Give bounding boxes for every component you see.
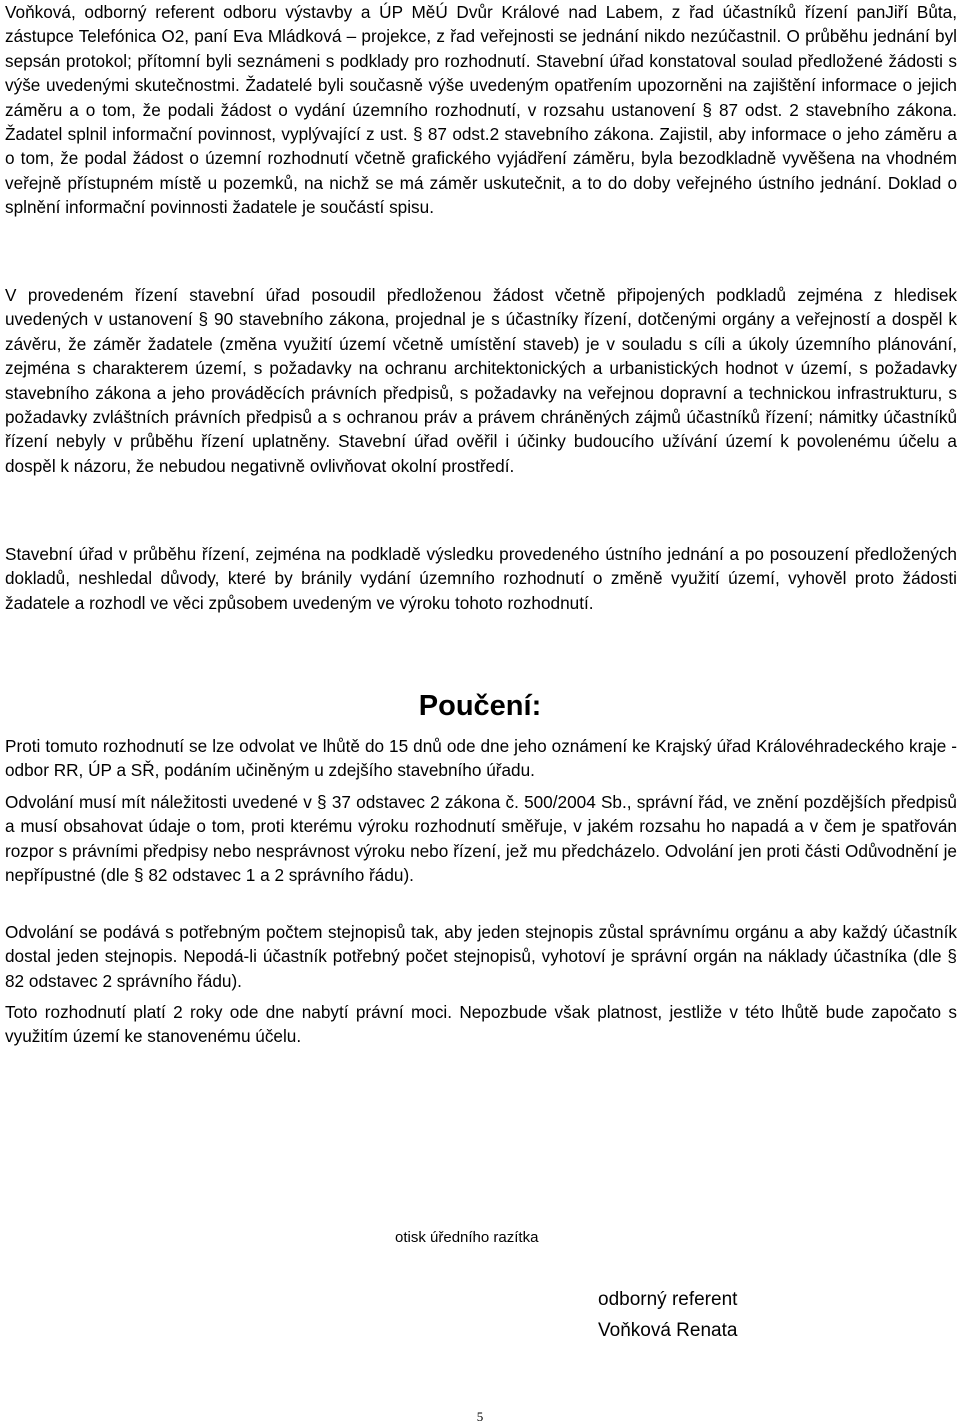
instruction-appeal-deadline: Proti tomuto rozhodnutí se lze odvolat ve lhůtě do 15 dnů ode dne jeho oznámení ke Krajský úřad Královéhradeckého kraje - odbor RR, ÚP a SŘ, podáním učiněným u zdejšího stavebního úřadu. — [5, 736, 957, 781]
instruction-validity: Toto rozhodnutí platí 2 roky ode dne nabytí právní moci. Nepozbude však platnost, jestliže v této lhůtě bude započato s využitím území ke stanovenému účelu. — [5, 1002, 957, 1047]
signature-name: Voňková Renata — [598, 1320, 738, 1341]
instruction-appeal-requirements: Odvolání musí mít náležitosti uvedené v § 37 odstavec 2 zákona č. 500/2004 Sb., správní řád, ve znění pozdějších předpisů a musí obsahovat údaje o tom, proti kterému výroku rozhodnutí směřuje, v jakém rozsahu ho napadá a v čem je spatřován rozpor s právními předpisy nebo nesprávnost výroku nebo řízení, jež mu předcházelo. Odvolání jen proti části Odůvodnění je nepřípustné (dle § 82 odstavec 1 a 2 správního řádu). — [5, 792, 957, 886]
signature-role: odborný referent — [598, 1289, 738, 1310]
instruction-copies: Odvolání se podává s potřebným počtem stejnopisů tak, aby jeden stejnopis zůstal správnímu orgánu a aby každý účastník dostal jeden stejnopis. Nepodá-li účastník potřebný počet stejnopisů, vyhotoví je správní orgán na náklady účastníka (dle § 82 odstavec 2 správního řádu). — [5, 922, 957, 991]
page-number: 5 — [476, 1409, 484, 1424]
paragraph-assessment: V provedeném řízení stavební úřad posoudil předloženou žádost včetně připojených podkladů zejména z hledisek uvedených v ustanovení § 90 stavebního zákona, projednal je s účastníky řízení, dotčenými orgány a veřejností a dospěl k závěru, že záměr žadatele (změna využití území včetně umístění staveb) je v souladu s cíli a úkoly územního plánování, zejména s charakterem území, s požadavky na ochranu architektonických a urbanistických hodnot v území, s požadavky stavebního zákona a jeho prováděcích právních předpisů, s požadavky na veřejnou dopravní a technickou infrastrukturu, s požadavky zvláštních právních předpisů a s ochranou práv a právem chráněných zájmů účastníků řízení; námitky účastníků řízení nebyly v průběhu řízení uplatněny. Stavební úřad ověřil i účinky budoucího užívání území k povolenému účelu a dospěl k názoru, že nebudou negativně ovlivňovat okolní prostředí. — [5, 285, 957, 476]
paragraph-conclusion: Stavební úřad v průběhu řízení, zejména na podkladě výsledku provedeného ústního jednání a po posouzení předložených dokladů, neshledal důvody, které by bránily vydání územního rozhodnutí o změně využití území, vyhověl proto žádosti žadatele a rozhodl ve věci způsobem uvedeným ve výroku tohoto rozhodnutí. — [5, 544, 957, 613]
paragraph-hearing-record: Voňková, odborný referent odboru výstavby a ÚP MěÚ Dvůr Králové nad Labem, z řad účastníků řízení panJiří Bůta, zástupce Telefónica O2, paní Eva Mládková – projekce, z řad veřejnosti se jednání nikdo nezúčastnil. O průběhu jednání byl sepsán protokol; přítomní byli seznámeni s podklady pro rozhodnutí. Stavební úřad konstatoval soulad předložené žádosti s výše uvedenými skutečnostmi. Žadatelé byli současně výše uvedeným opatřením upozorněni na zajištění informace o jejich záměru a o tom, že podali žádost o vydání územního rozhodnutí, v rozsahu ustanovení § 87 odst. 2 stavebního zákona. Žadatel splnil informační povinnost, vyplývající z ust. § 87 odst.2 stavebního zákona. Zajistil, aby informace o jeho záměru a o tom, že podal žádost o územní rozhodnutí včetně grafického vyjádření záměru, byla bezodkladně vyvěšena na vhodném veřejně přístupném místě u pozemků, na nichž se má záměr uskutečnit, a to do doby veřejného ústního jednání. Doklad o splnění informační povinnosti žadatele je součástí spisu. — [5, 2, 957, 218]
stamp-placeholder: otisk úředního razítka — [395, 1229, 539, 1246]
instruction-heading: Poučení: — [418, 690, 542, 722]
